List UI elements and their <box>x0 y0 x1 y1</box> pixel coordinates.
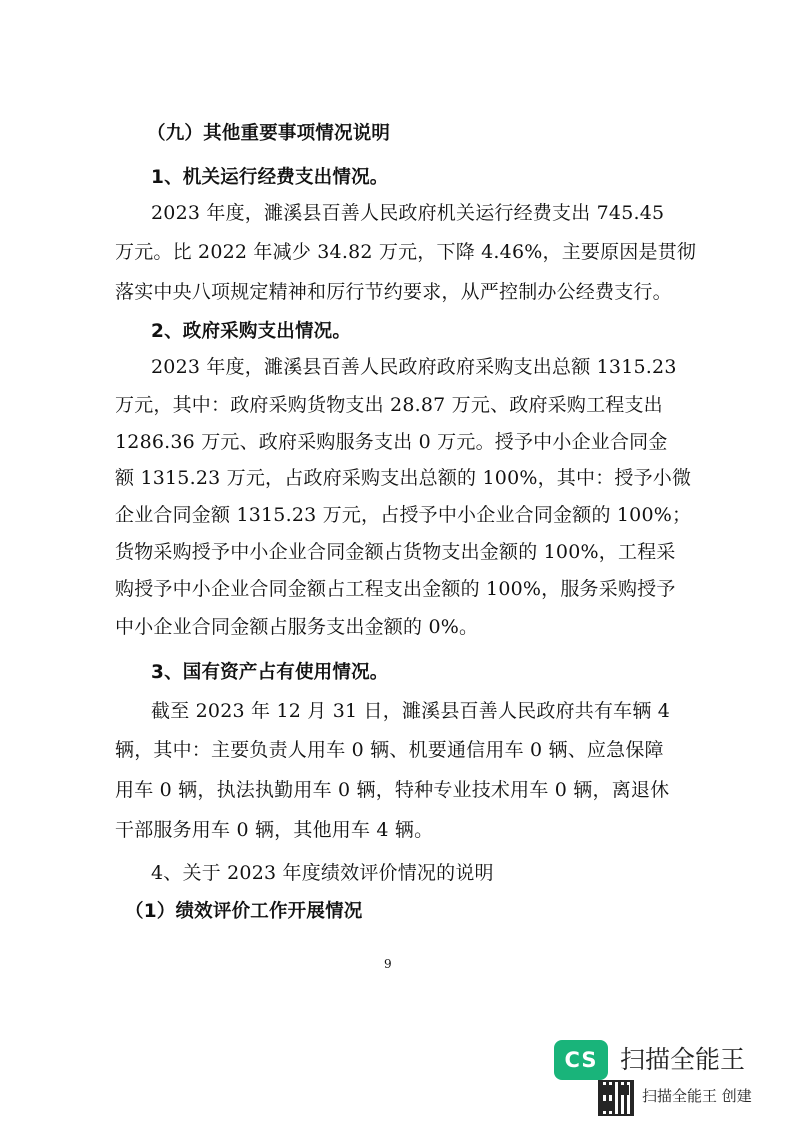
paragraph-line: 1286.36 万元、政府采购服务支出 0 万元。授予中小企业合同金 <box>115 431 668 453</box>
paragraph-line: 用车 0 辆，执法执勤用车 0 辆，特种专业技术用车 0 辆，离退休 <box>115 779 670 801</box>
paragraph-line: 货物采购授予中小企业合同金额占货物支出金额的 100%，工程采 <box>115 541 676 563</box>
paragraph-line: 辆，其中：主要负责人用车 0 辆、机要通信用车 0 辆、应急保障 <box>115 739 664 761</box>
subheading-operating-expenses: 1、机关运行经费支出情况。 <box>151 167 389 188</box>
paragraph-line: 中小企业合同金额占服务支出金额的 0%。 <box>115 616 479 638</box>
subheading-state-assets: 3、国有资产占有使用情况。 <box>151 662 389 683</box>
paragraph-line: 截至 2023 年 12 月 31 日，濉溪县百善人民政府共有车辆 4 <box>151 700 671 722</box>
paragraph-line: 企业合同金额 1315.23 万元，占授予中小企业合同金额的 100%； <box>115 504 692 526</box>
subheading-government-procurement: 2、政府采购支出情况。 <box>151 321 352 342</box>
paragraph-line: 2023 年度，濉溪县百善人民政府机关运行经费支出 745.45 <box>151 202 665 224</box>
subheading-evaluation-work: （1）绩效评价工作开展情况 <box>125 901 363 922</box>
paragraph-line: 2023 年度，濉溪县百善人民政府政府采购支出总额 1315.23 <box>151 356 677 378</box>
paragraph-line: 购授予中小企业合同金额占工程支出金额的 100%，服务采购授予 <box>115 578 676 600</box>
camscanner-logo-icon: CS <box>554 1040 608 1080</box>
subheading-performance-evaluation: 4、关于 2023 年度绩效评价情况的说明 <box>151 862 494 884</box>
watermark-brand: 扫描全能王 <box>620 1045 746 1074</box>
page-number: 9 <box>384 957 392 971</box>
paragraph-line: 落实中央八项规定精神和厉行节约要求，从严控制办公经费支行。 <box>115 281 672 303</box>
section-heading-other-matters: （九）其他重要事项情况说明 <box>147 123 391 144</box>
paragraph-line: 额 1315.23 万元，占政府采购支出总额的 100%，其中：授予小微 <box>115 467 692 489</box>
paragraph-line: 万元，其中：政府采购货物支出 28.87 万元、政府采购工程支出 <box>115 394 663 416</box>
paragraph-line: 干部服务用车 0 辆，其他用车 4 辆。 <box>115 819 434 841</box>
watermark-caption: 扫描全能王 创建 <box>642 1087 752 1105</box>
qr-code-icon <box>598 1080 634 1116</box>
paragraph-line: 万元。比 2022 年减少 34.82 万元，下降 4.46%，主要原因是贯彻 <box>115 241 697 263</box>
camscanner-watermark <box>554 1040 784 1120</box>
